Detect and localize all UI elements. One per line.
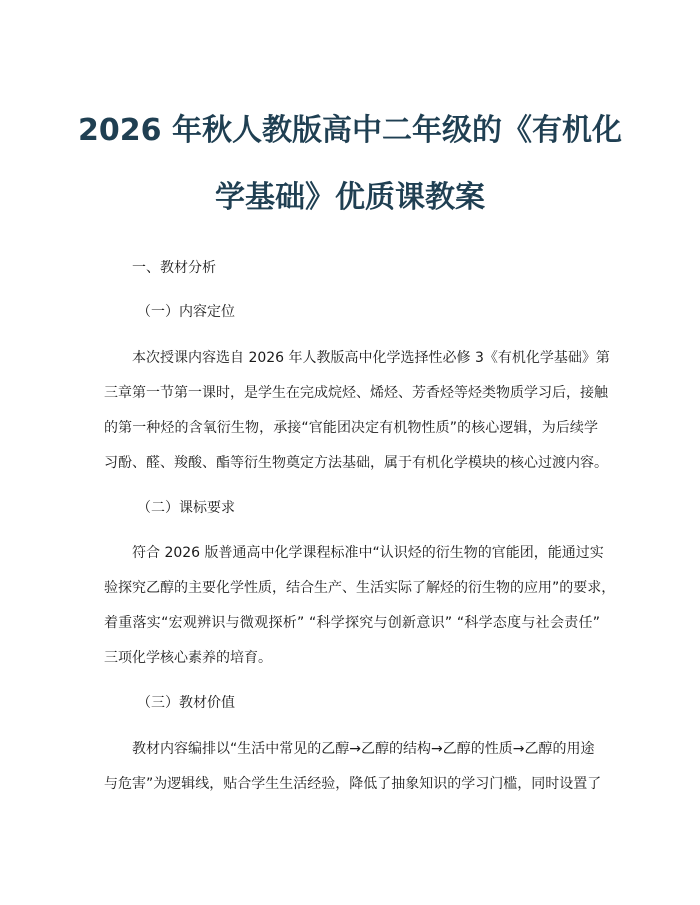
paragraph-line: 三项化学核心素养的培育。	[104, 650, 272, 666]
paragraph-line: 三章第一节第一课时，是学生在完成烷烃、烯烃、芳香烃等烃类物质学习后，接触	[104, 385, 608, 401]
paragraph-line: 着重落实“宏观辨识与微观探析” “科学探究与创新意识” “科学态度与社会责任”	[104, 615, 600, 631]
paragraph-line: 符合 2026 版普通高中化学课程标准中“认识烃的衍生物的官能团，能通过实	[132, 545, 604, 561]
paragraph-line: 验探究乙醇的主要化学性质，结合生产、生活实际了解烃的衍生物的应用”的要求，	[104, 580, 616, 596]
paragraph-line: 本次授课内容选自 2026 年人教版高中化学选择性必修 3《有机化学基础》第	[132, 350, 610, 366]
paragraph-line: 与危害”为逻辑线，贴合学生生活经验，降低了抽象知识的学习门槛，同时设置了	[104, 776, 602, 792]
section-heading-textbook-analysis: 一、教材分析	[132, 260, 216, 276]
paragraph-line: 教材内容编排以“生活中常见的乙醇→乙醇的结构→乙醇的性质→乙醇的用途	[132, 741, 595, 757]
document-title-line-2: 学基础》优质课教案	[215, 180, 485, 215]
paragraph-line: 习酚、醛、羧酸、酯等衍生物奠定方法基础，属于有机化学模块的核心过渡内容。	[104, 455, 608, 471]
subsection-heading-textbook-value: （三）教材价值	[137, 695, 235, 711]
subsection-heading-curriculum-requirements: （二）课标要求	[137, 500, 235, 516]
paragraph-line: 的第一种烃的含氧衍生物，承接“官能团决定有机物性质”的核心逻辑，为后续学	[104, 420, 598, 436]
document-title-line-1: 2026 年秋人教版高中二年级的《有机化	[78, 113, 622, 148]
subsection-heading-content-positioning: （一）内容定位	[137, 304, 235, 320]
